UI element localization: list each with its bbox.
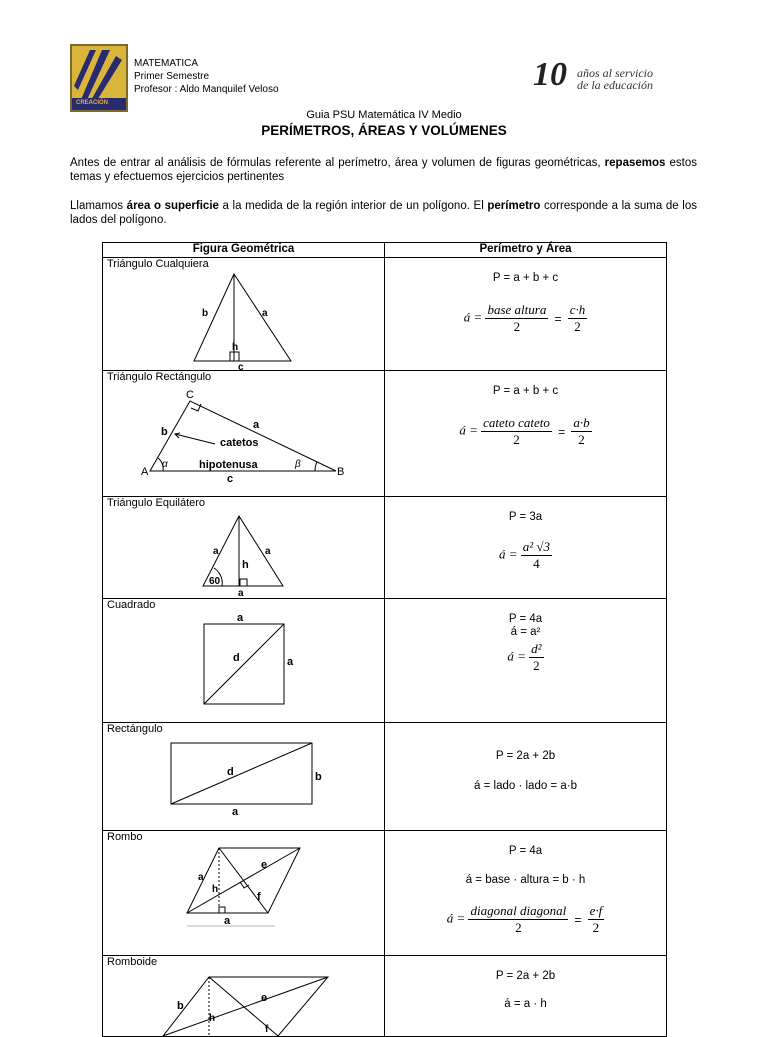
figure-name: Romboide: [107, 956, 158, 968]
table-row: [103, 956, 667, 1037]
label-b: b: [315, 771, 322, 783]
label-angle-60: 60: [209, 576, 221, 587]
subject-label: MATEMATICA: [134, 58, 199, 69]
label-c: c: [238, 362, 244, 370]
label-catetos: catetos: [220, 437, 259, 449]
label-a-side: a: [198, 872, 204, 883]
area-lhs: á =: [507, 648, 526, 664]
label-d: d: [227, 766, 234, 778]
area-formula: á = $\frac{\text{diagonal diagonal}}{2}$ = $\frac{e\cdot f}{2}$: [446, 903, 603, 935]
label-hipotenusa: hipotenusa: [199, 459, 258, 471]
label-a-right: a: [287, 656, 294, 668]
area-fraction-short: $\frac{c\cdot h}{2}$: [569, 302, 586, 334]
formula-cell: [385, 723, 667, 831]
intro-paragraph-2: [70, 199, 697, 227]
perimeter-formula: P = a + b + c: [492, 385, 559, 397]
figure-cell: [103, 831, 385, 956]
label-a-top: a: [237, 612, 244, 624]
table-row: [103, 371, 667, 497]
scalene-triangle-figure: [103, 258, 385, 370]
motto-line-2: de la educación: [577, 78, 653, 92]
label-a: a: [232, 806, 239, 818]
label-b: b: [177, 1000, 184, 1012]
formula-cell: [385, 599, 667, 723]
rhomboid-figure: [103, 956, 385, 1036]
area-fraction: $\frac{\text{a² √3}}{4}$: [522, 539, 551, 571]
figure-cell: [103, 723, 385, 831]
label-e: e: [261, 992, 268, 1004]
formula-cell: [385, 258, 667, 371]
figure-cell: [103, 497, 385, 599]
table-header-row: [103, 243, 667, 258]
label-h: h: [209, 1013, 216, 1024]
formula-cell: [385, 831, 667, 956]
guide-line: Guia PSU Matemática IV Medio: [306, 109, 462, 121]
intro-p2-e: corresponde a la suma de los lados del polígono.: [70, 200, 698, 226]
label-h: h: [212, 884, 219, 895]
figure-name: Triángulo Cualquiera: [107, 258, 209, 270]
area-formula: [385, 539, 666, 572]
label-h: h: [232, 342, 239, 353]
table-row: [103, 258, 667, 371]
area-fraction: $\frac{\text{d²}}{2}$: [531, 641, 542, 673]
perimeter-formula: P = 4a: [508, 845, 543, 857]
formula-cell: [385, 956, 667, 1037]
intro-p1-text: Antes de entrar al análisis de fórmulas referente al perímetro, área y volumen de figuras geométricas,: [70, 157, 601, 169]
intro-p1-bold: repasemos: [604, 157, 666, 169]
motto-line-1: años al servicio: [577, 66, 653, 80]
area-formula: á = $\frac{\text{base altura}}{2}$ = $\frac{c\cdot h}{2}$: [463, 302, 586, 334]
area-fraction: $\frac{\text{base altura}}{2}$: [487, 302, 547, 334]
label-a-right: a: [265, 546, 271, 557]
area-lhs: á =: [446, 910, 466, 926]
area-formula-base: á = base · altura = b · h: [465, 874, 586, 886]
label-h: h: [242, 559, 249, 571]
formula-cell: [385, 371, 667, 497]
label-f: f: [257, 891, 261, 903]
label-C: C: [186, 389, 194, 401]
col-header-figure: Figura Geométrica: [103, 243, 385, 258]
square-figure: [103, 599, 385, 722]
label-e: e: [261, 859, 268, 871]
right-triangle-figure: [103, 371, 385, 496]
semester-label: Primer Semestre: [134, 71, 210, 82]
perimeter-formula: P = 3a: [508, 511, 543, 523]
label-a: a: [262, 308, 268, 319]
label-A: A: [141, 466, 149, 478]
school-logo: [70, 44, 128, 112]
label-a-base: a: [224, 915, 231, 927]
anniversary-number: 10: [533, 56, 567, 93]
figure-name: Triángulo Equilátero: [107, 497, 206, 509]
figure-cell: [103, 956, 385, 1037]
area-fraction-short: $\frac{e\cdot f}{2}$: [589, 903, 603, 935]
label-a-bottom: a: [238, 588, 244, 598]
perimeter-formula: P = 2a + 2b: [495, 750, 556, 762]
figure-name: Rombo: [107, 831, 143, 843]
rhombus-figure: [103, 831, 385, 955]
label-a-left: a: [213, 546, 219, 557]
area-formula: [385, 641, 666, 674]
area-formula: á = $\frac{\text{cateto cateto}}{2}$ = $\frac{a\cdot b}{2}$: [459, 415, 590, 447]
intro-p2-bold-perimeter: perímetro: [487, 200, 541, 212]
perimeter-formula: P = 2a + 2b: [495, 970, 556, 982]
table-row: [103, 831, 667, 956]
intro-p1-text2: estos temas y efectuemos ejercicios pertinentes: [70, 157, 697, 183]
label-beta: β: [295, 459, 301, 470]
equilateral-triangle-figure: [103, 497, 385, 598]
area-formula: á = a · h: [504, 998, 547, 1010]
figures-table: [102, 242, 667, 1037]
formula-cell: [385, 497, 667, 599]
figure-cell: [103, 599, 385, 723]
header-info: [134, 57, 279, 96]
area-fraction: $\frac{\text{cateto cateto}}{2}$: [483, 415, 550, 447]
table-row: [103, 497, 667, 599]
label-c: c: [227, 473, 234, 485]
intro-p2-c: a la medida de la región interior de un polígono. El: [218, 200, 488, 212]
perimeter-formula: P = 4a: [508, 613, 543, 625]
area-formula-square: á = a²: [510, 626, 541, 638]
table-row: [103, 723, 667, 831]
page-title: PERÍMETROS, ÁREAS Y VOLÚMENES: [261, 123, 507, 138]
table-row: [103, 599, 667, 723]
label-b: b: [202, 308, 209, 319]
area-lhs: á =: [463, 309, 483, 325]
figure-name: Rectángulo: [107, 723, 163, 735]
area-lhs: á =: [459, 422, 478, 438]
col-header-formulas: Perímetro y Área: [385, 243, 667, 258]
perimeter-formula: P = a + b + c: [492, 272, 559, 284]
intro-p2-bold-area: área o superficie: [126, 200, 219, 212]
area-fraction-short: $\frac{a\cdot b}{2}$: [573, 415, 590, 447]
label-a: a: [253, 419, 260, 431]
figure-cell: [103, 371, 385, 497]
label-B: B: [337, 466, 345, 478]
label-b: b: [161, 426, 168, 438]
figure-name: Triángulo Rectángulo: [107, 371, 212, 383]
area-fraction: $\frac{\text{diagonal diagonal}}{2}$: [470, 903, 567, 935]
intro-paragraph-1: [70, 156, 697, 184]
area-lhs: á =: [498, 546, 518, 562]
label-d: d: [233, 652, 240, 664]
teacher-label: Profesor : Aldo Manquilef Veloso: [134, 84, 279, 95]
area-formula: á = lado · lado = a·b: [474, 780, 577, 792]
figure-name: Cuadrado: [107, 599, 156, 611]
anniversary-motto: [577, 67, 653, 91]
figure-cell: [103, 258, 385, 371]
logo-text: CREACIÓN: [76, 100, 109, 106]
label-alpha: α: [162, 459, 168, 470]
intro-p2-a: Llamamos: [70, 200, 127, 212]
rectangle-figure: [103, 723, 385, 830]
label-f: f: [265, 1024, 269, 1035]
